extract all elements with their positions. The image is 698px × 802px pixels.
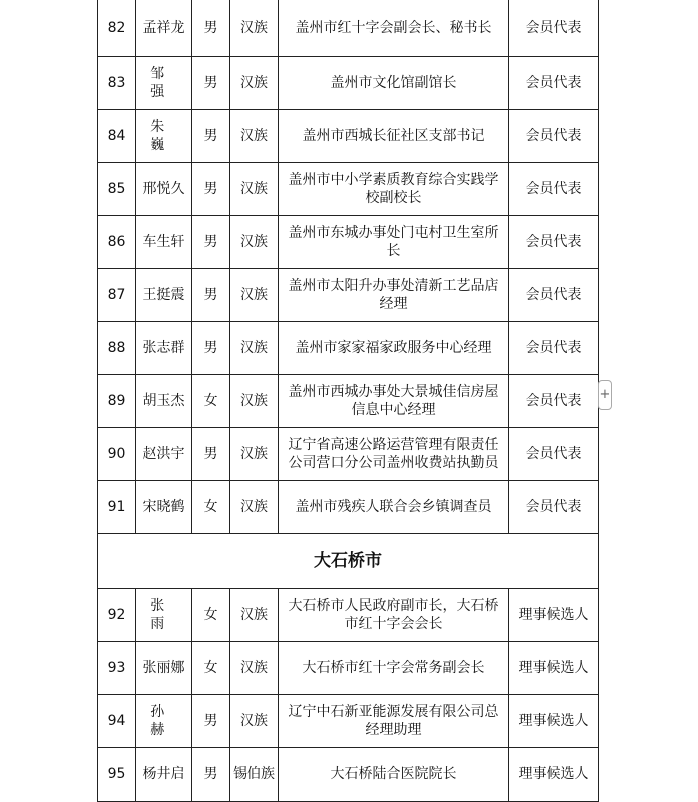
- cell-organization: 盖州市文化馆副馆长: [279, 56, 509, 109]
- cell-name: 车生轩: [136, 215, 192, 268]
- table-body-after: [98, 588, 599, 801]
- cell-role: 会员代表: [509, 321, 599, 374]
- table-row: [98, 109, 599, 162]
- cell-ethnicity: 汉族: [230, 0, 279, 56]
- cell-name: 孙赫: [136, 694, 192, 747]
- cell-gender: 男: [192, 321, 230, 374]
- cell-number: 90: [98, 427, 136, 480]
- table-body-before: [98, 0, 599, 533]
- cell-name: 宋晓鹤: [136, 480, 192, 533]
- cell-number: 84: [98, 109, 136, 162]
- member-table: [97, 0, 599, 802]
- cell-name: 王挺震: [136, 268, 192, 321]
- cell-name: 张丽娜: [136, 641, 192, 694]
- cell-number: 83: [98, 56, 136, 109]
- cell-role: 理事候选人: [509, 747, 599, 801]
- table-row: [98, 694, 599, 747]
- cell-ethnicity: 汉族: [230, 480, 279, 533]
- cell-ethnicity: 锡伯族: [230, 747, 279, 801]
- cell-name: 张志群: [136, 321, 192, 374]
- cell-organization: 盖州市东城办事处门屯村卫生室所长: [279, 215, 509, 268]
- cell-number: 87: [98, 268, 136, 321]
- cell-name: 邢悦久: [136, 162, 192, 215]
- cell-number: 92: [98, 588, 136, 641]
- cell-role: 会员代表: [509, 427, 599, 480]
- cell-organization: 盖州市西城办事处大景城佳信房屋信息中心经理: [279, 374, 509, 427]
- cell-gender: 女: [192, 374, 230, 427]
- table-row: [98, 215, 599, 268]
- cell-role: 会员代表: [509, 374, 599, 427]
- cell-name: 朱巍: [136, 109, 192, 162]
- cell-number: 86: [98, 215, 136, 268]
- cell-role: 会员代表: [509, 0, 599, 56]
- cell-organization: 盖州市中小学素质教育综合实践学校副校长: [279, 162, 509, 215]
- cell-organization: 大石桥市人民政府副市长，大石桥市红十字会会长: [279, 588, 509, 641]
- cell-name: 邹强: [136, 56, 192, 109]
- cell-name: 杨井启: [136, 747, 192, 801]
- cell-role: 会员代表: [509, 480, 599, 533]
- cell-role: 理事候选人: [509, 641, 599, 694]
- cell-ethnicity: 汉族: [230, 588, 279, 641]
- cell-ethnicity: 汉族: [230, 215, 279, 268]
- cell-organization: 盖州市太阳升办事处清新工艺品店经理: [279, 268, 509, 321]
- cell-ethnicity: 汉族: [230, 162, 279, 215]
- table-row: [98, 427, 599, 480]
- cell-organization: 盖州市西城长征社区支部书记: [279, 109, 509, 162]
- cell-ethnicity: 汉族: [230, 374, 279, 427]
- cell-organization: 盖州市红十字会副会长、秘书长: [279, 0, 509, 56]
- table-row: [98, 588, 599, 641]
- cell-gender: 男: [192, 0, 230, 56]
- section-title: 大石桥市: [98, 533, 599, 588]
- cell-organization: 辽宁省高速公路运营管理有限责任公司营口分公司盖州收费站执勤员: [279, 427, 509, 480]
- cell-ethnicity: 汉族: [230, 641, 279, 694]
- table-row: [98, 747, 599, 801]
- section-body: [98, 533, 599, 588]
- cell-gender: 男: [192, 56, 230, 109]
- cell-ethnicity: 汉族: [230, 321, 279, 374]
- table-row: [98, 0, 599, 56]
- cell-number: 91: [98, 480, 136, 533]
- cell-name: 胡玉杰: [136, 374, 192, 427]
- table-row: [98, 162, 599, 215]
- table-row: [98, 56, 599, 109]
- cell-ethnicity: 汉族: [230, 109, 279, 162]
- cell-gender: 男: [192, 215, 230, 268]
- cell-number: 95: [98, 747, 136, 801]
- table-row: [98, 321, 599, 374]
- cell-number: 82: [98, 0, 136, 56]
- cell-ethnicity: 汉族: [230, 694, 279, 747]
- cell-gender: 男: [192, 747, 230, 801]
- cell-gender: 女: [192, 641, 230, 694]
- cell-ethnicity: 汉族: [230, 427, 279, 480]
- cell-gender: 男: [192, 162, 230, 215]
- cell-ethnicity: 汉族: [230, 56, 279, 109]
- table-row: [98, 480, 599, 533]
- cell-ethnicity: 汉族: [230, 268, 279, 321]
- cell-organization: 盖州市残疾人联合会乡镇调查员: [279, 480, 509, 533]
- cell-role: 会员代表: [509, 109, 599, 162]
- cell-gender: 男: [192, 109, 230, 162]
- cell-gender: 男: [192, 427, 230, 480]
- cell-number: 89: [98, 374, 136, 427]
- cell-role: 会员代表: [509, 268, 599, 321]
- cell-name: 赵洪宇: [136, 427, 192, 480]
- table-row: [98, 641, 599, 694]
- cell-number: 93: [98, 641, 136, 694]
- cell-organization: 盖州市家家福家政服务中心经理: [279, 321, 509, 374]
- cell-name: 孟祥龙: [136, 0, 192, 56]
- cell-gender: 男: [192, 268, 230, 321]
- cell-organization: 大石桥市红十字会常务副会长: [279, 641, 509, 694]
- table-row: [98, 374, 599, 427]
- expand-handle[interactable]: +: [598, 380, 612, 410]
- cell-gender: 女: [192, 588, 230, 641]
- cell-role: 会员代表: [509, 56, 599, 109]
- cell-role: 理事候选人: [509, 694, 599, 747]
- section-row: [98, 533, 599, 588]
- cell-number: 88: [98, 321, 136, 374]
- cell-gender: 男: [192, 694, 230, 747]
- cell-organization: 大石桥陆合医院院长: [279, 747, 509, 801]
- cell-gender: 女: [192, 480, 230, 533]
- cell-number: 85: [98, 162, 136, 215]
- table-row: [98, 268, 599, 321]
- cell-role: 会员代表: [509, 162, 599, 215]
- cell-organization: 辽宁中石新亚能源发展有限公司总经理助理: [279, 694, 509, 747]
- cell-number: 94: [98, 694, 136, 747]
- cell-role: 理事候选人: [509, 588, 599, 641]
- cell-name: 张雨: [136, 588, 192, 641]
- cell-role: 会员代表: [509, 215, 599, 268]
